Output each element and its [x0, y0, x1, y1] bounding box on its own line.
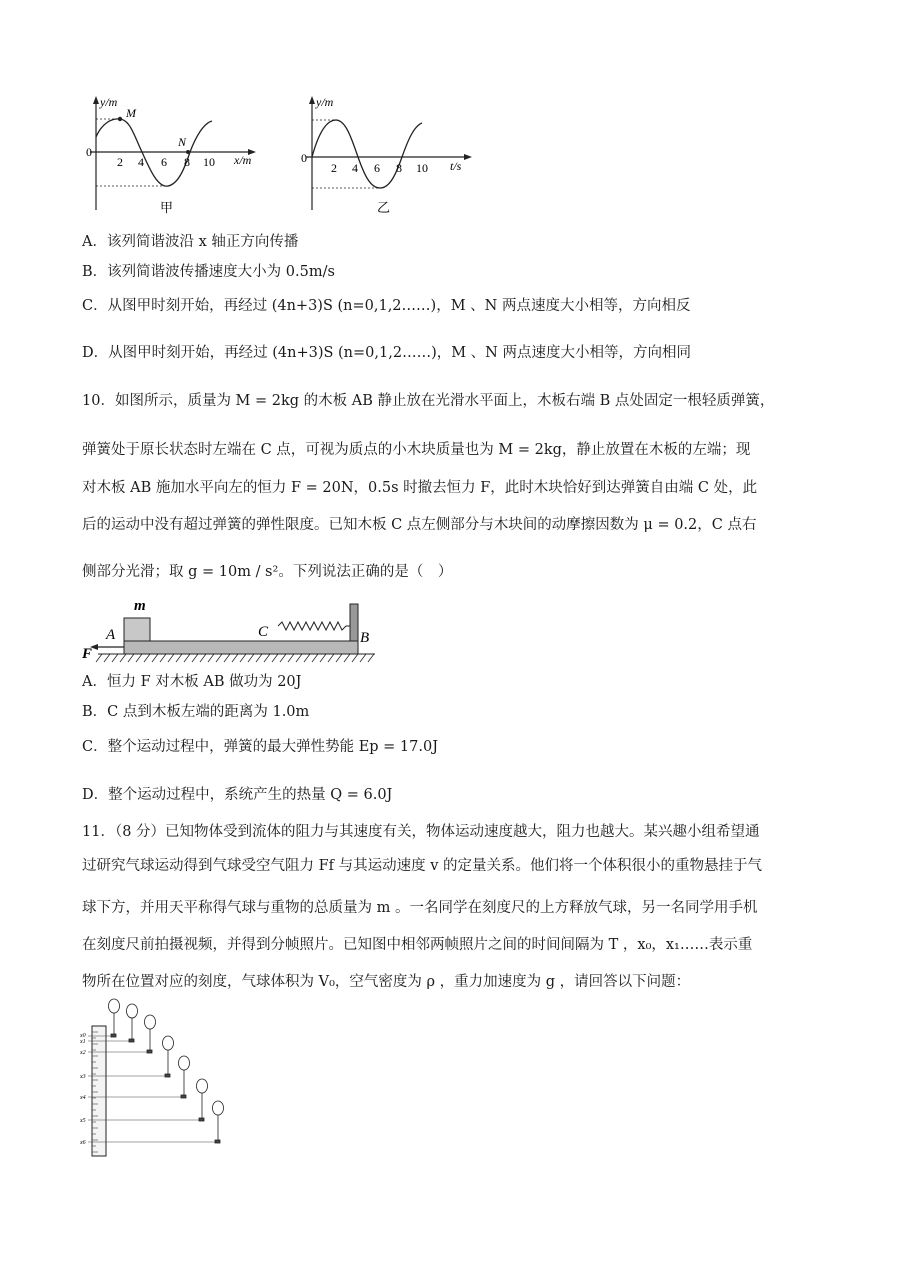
- block-m: [124, 618, 150, 641]
- q11-stem-line-2: 过研究气球运动得到气球受空气阻力 Ff 与其运动速度 v 的定量关系。他们将一个体积很小的重物悬挂于气: [82, 858, 763, 874]
- jia-tick-8: 8: [184, 155, 190, 169]
- balloon-frames: [109, 999, 224, 1143]
- q10-option-b: B．C 点到木板左端的距离为 1.0m: [82, 704, 310, 720]
- vibration-graph-yi: [298, 90, 488, 220]
- label-c: C: [258, 624, 269, 640]
- q11-stem-line-4: 在刻度尺前拍摄视频，并得到分帧照片。已知图中相邻两帧照片之间的时间间隔为 T ，x₀，x₁……表示重: [82, 937, 753, 953]
- q10-stem-line-2: 弹簧处于原长状态时左端在 C 点，可视为质点的小木块质量也为 M = 2kg，静止放置在木板的左端；现: [82, 442, 751, 458]
- yi-tick-4: 4: [352, 161, 358, 175]
- label-b: B: [360, 630, 370, 646]
- yi-origin-label: 0: [301, 151, 307, 165]
- yi-caption: 乙: [377, 200, 391, 215]
- wave-graph-jia: [82, 90, 272, 220]
- q9-option-c: C．从图甲时刻开始，再经过 (4n+3)S (n=0,1,2……)，M 、N 两点速度大小相等，方向相反: [82, 298, 691, 314]
- q11-stem-line-5: 物所在位置对应的刻度，气球体积为 V₀，空气密度为 ρ ，重力加速度为 g ，请回答以下问题：: [82, 974, 691, 990]
- label-x1: x1: [80, 1039, 86, 1045]
- label-x4: x4: [80, 1095, 86, 1101]
- q10-option-c: C．整个运动过程中，弹簧的最大弹性势能 Ep = 17.0J: [82, 739, 439, 755]
- q9-option-a: A．该列简谐波沿 x 轴正方向传播: [82, 234, 299, 250]
- jia-axis-x-label: x/m: [234, 153, 252, 167]
- yi-axis-y-label: y/m: [316, 95, 334, 109]
- jia-tick-10: 10: [203, 155, 215, 169]
- spring: [278, 622, 350, 630]
- label-x0: x0: [80, 1033, 86, 1039]
- board-spring-diagram: [80, 594, 380, 666]
- q10-option-d: D．整个运动过程中，系统产生的热量 Q = 6.0J: [82, 787, 393, 803]
- jia-tick-2: 2: [117, 155, 123, 169]
- label-x5: x5: [80, 1118, 86, 1124]
- board-ab: [124, 641, 358, 654]
- jia-axis-y-label: y/m: [100, 95, 118, 109]
- label-x2: x2: [80, 1050, 86, 1056]
- ground-hatching: [96, 654, 374, 662]
- q9-option-b: B．该列简谐波传播速度大小为 0.5m/s: [82, 264, 335, 280]
- label-m: m: [134, 598, 146, 614]
- q9-option-d: D．从图甲时刻开始，再经过 (4n+3)S (n=0,1,2……)，M 、N 两点速度大小相等，方向相同: [82, 345, 691, 361]
- wall-b: [350, 604, 358, 641]
- q11-stem-line-3: 球下方，并用天平称得气球与重物的总质量为 m 。一名同学在刻度尺的上方释放气球，另一名同学用手机: [82, 900, 758, 916]
- jia-caption: 甲: [160, 200, 174, 215]
- jia-tick-6: 6: [161, 155, 167, 169]
- label-f: F: [82, 646, 93, 662]
- jia-point-n-label: N: [178, 135, 187, 149]
- q10-stem-line-3: 对木板 AB 施加水平向左的恒力 F = 20N，0.5s 时撤去恒力 F，此时木块恰好到达弹簧自由端 C 处，此: [82, 480, 758, 496]
- label-x3: x3: [80, 1074, 86, 1080]
- yi-tick-2: 2: [331, 161, 337, 175]
- yi-tick-10: 10: [416, 161, 428, 175]
- yi-tick-8: 8: [396, 161, 402, 175]
- label-x6: x6: [80, 1140, 86, 1146]
- q10-option-a: A．恒力 F 对木板 AB 做功为 20J: [82, 674, 302, 690]
- jia-point-m-label: M: [126, 106, 136, 120]
- q10-stem-line-1: 10．如图所示，质量为 M = 2kg 的木板 AB 静止放在光滑水平面上，木板右端 B 点处固定一根轻质弹簧，: [82, 393, 775, 409]
- point-n-marker: [186, 150, 190, 154]
- label-a: A: [106, 627, 116, 643]
- jia-origin-label: 0: [86, 145, 92, 159]
- ruler: [92, 1026, 106, 1156]
- q11-stem-line-1: 11．（8 分）已知物体受到流体的阻力与其速度有关，物体运动速度越大，阻力也越大。某兴趣小组希望通: [82, 824, 760, 840]
- yi-tick-6: 6: [374, 161, 380, 175]
- point-m-marker: [118, 117, 122, 121]
- balloon-ruler-diagram: [78, 996, 238, 1158]
- yi-axis-x-label: t/s: [450, 159, 462, 173]
- q10-stem-line-4: 后的运动中没有超过弹簧的弹性限度。已知木板 C 点左侧部分与木块间的动摩擦因数为 μ = 0.2，C 点右: [82, 517, 757, 533]
- q10-stem-line-5: 侧部分光滑；取 g = 10m / s²。下列说法正确的是（ ）: [82, 564, 453, 580]
- jia-tick-4: 4: [138, 155, 144, 169]
